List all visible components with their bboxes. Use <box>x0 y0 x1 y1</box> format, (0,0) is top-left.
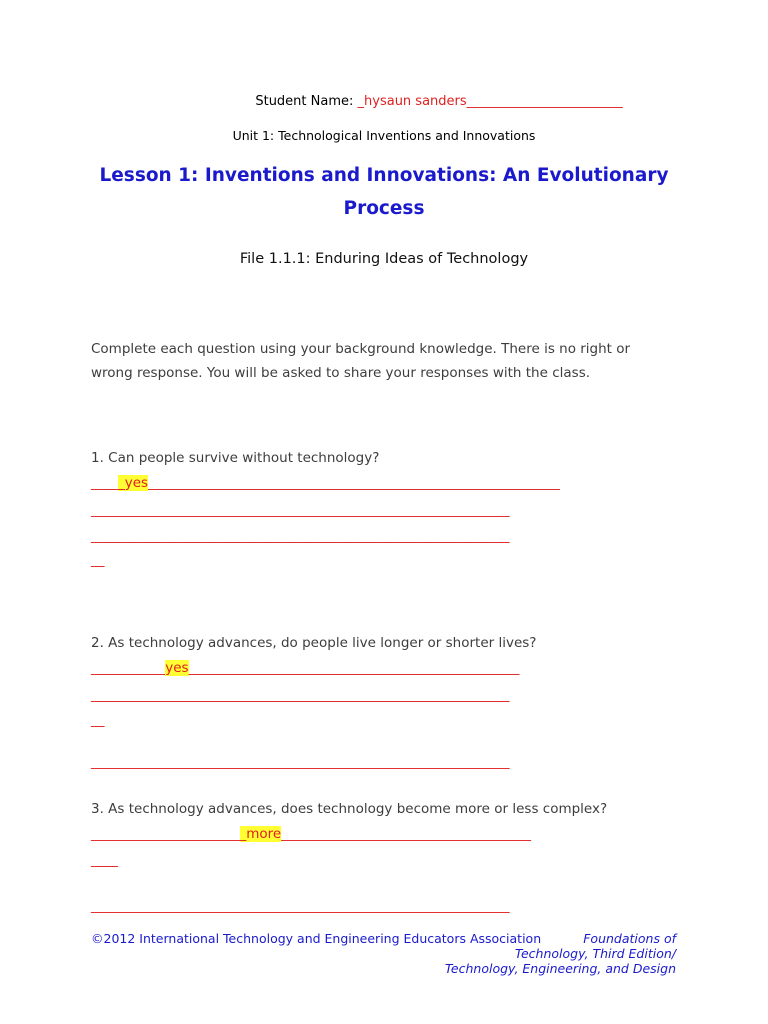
question-1: 1. Can people survive without technology? <box>91 450 380 466</box>
answer-2-suffix: _________________________________________________ <box>188 660 520 676</box>
answer-3-extra-line: ____ <box>91 852 118 868</box>
answer-3-line <box>91 824 531 844</box>
instructions <box>91 337 681 385</box>
answer-1-suffix: _____________________________________________________________ <box>148 475 560 491</box>
footer-book-line1: Foundations of <box>583 931 676 946</box>
instructions-line1: Complete each question using your background knowledge. There is no right or <box>91 341 631 357</box>
answer-2-line <box>91 658 519 678</box>
lesson-title-line1: Lesson 1: Inventions and Innovations: An Evolutionary <box>99 165 669 186</box>
student-name-value: _hysaun sanders________________________ <box>357 94 623 109</box>
lesson-title <box>95 159 673 225</box>
student-name-label: Student Name: <box>255 94 358 109</box>
answer-2-extra-line: __ <box>91 712 105 728</box>
answer-2-extra-line: ______________________________________________________________ <box>91 687 510 703</box>
answer-3-value: _more <box>239 826 282 842</box>
lesson-title-line2: Process <box>343 198 425 219</box>
answer-1-line <box>91 473 560 493</box>
footer-book-title <box>445 931 676 976</box>
footer-copyright: ©2012 International Technology and Engineering Educators Association <box>91 931 542 946</box>
footer-book-line2: Technology, Third Edition/ <box>514 946 676 961</box>
question-3: 3. As technology advances, does technology become more or less complex? <box>91 801 608 817</box>
answer-2-prefix: ___________ <box>91 660 166 676</box>
answer-1-extra-line: ______________________________________________________________ <box>91 502 510 518</box>
answer-2-value: yes <box>165 660 189 676</box>
file-title: File 1.1.1: Enduring Ideas of Technology <box>239 251 529 267</box>
instructions-line2: wrong response. You will be asked to share your responses with the class. <box>91 365 591 381</box>
answer-1-value: _yes <box>118 475 149 491</box>
footer-book-line3: Technology, Engineering, and Design <box>444 961 676 976</box>
answer-3-prefix: ______________________ <box>91 826 240 842</box>
answer-3-extra-line: ______________________________________________________________ <box>91 898 510 914</box>
question-2: 2. As technology advances, do people live longer or shorter lives? <box>91 635 537 651</box>
answer-1-extra-line: __ <box>91 552 105 568</box>
answer-1-extra-line: ______________________________________________________________ <box>91 528 510 544</box>
answer-3-suffix: _____________________________________ <box>281 826 531 842</box>
answer-1-prefix: ____ <box>91 475 118 491</box>
answer-2-extra-line: ______________________________________________________________ <box>91 754 510 770</box>
student-name-line <box>0 94 768 109</box>
unit-title: Unit 1: Technological Inventions and Innovations <box>232 128 536 143</box>
